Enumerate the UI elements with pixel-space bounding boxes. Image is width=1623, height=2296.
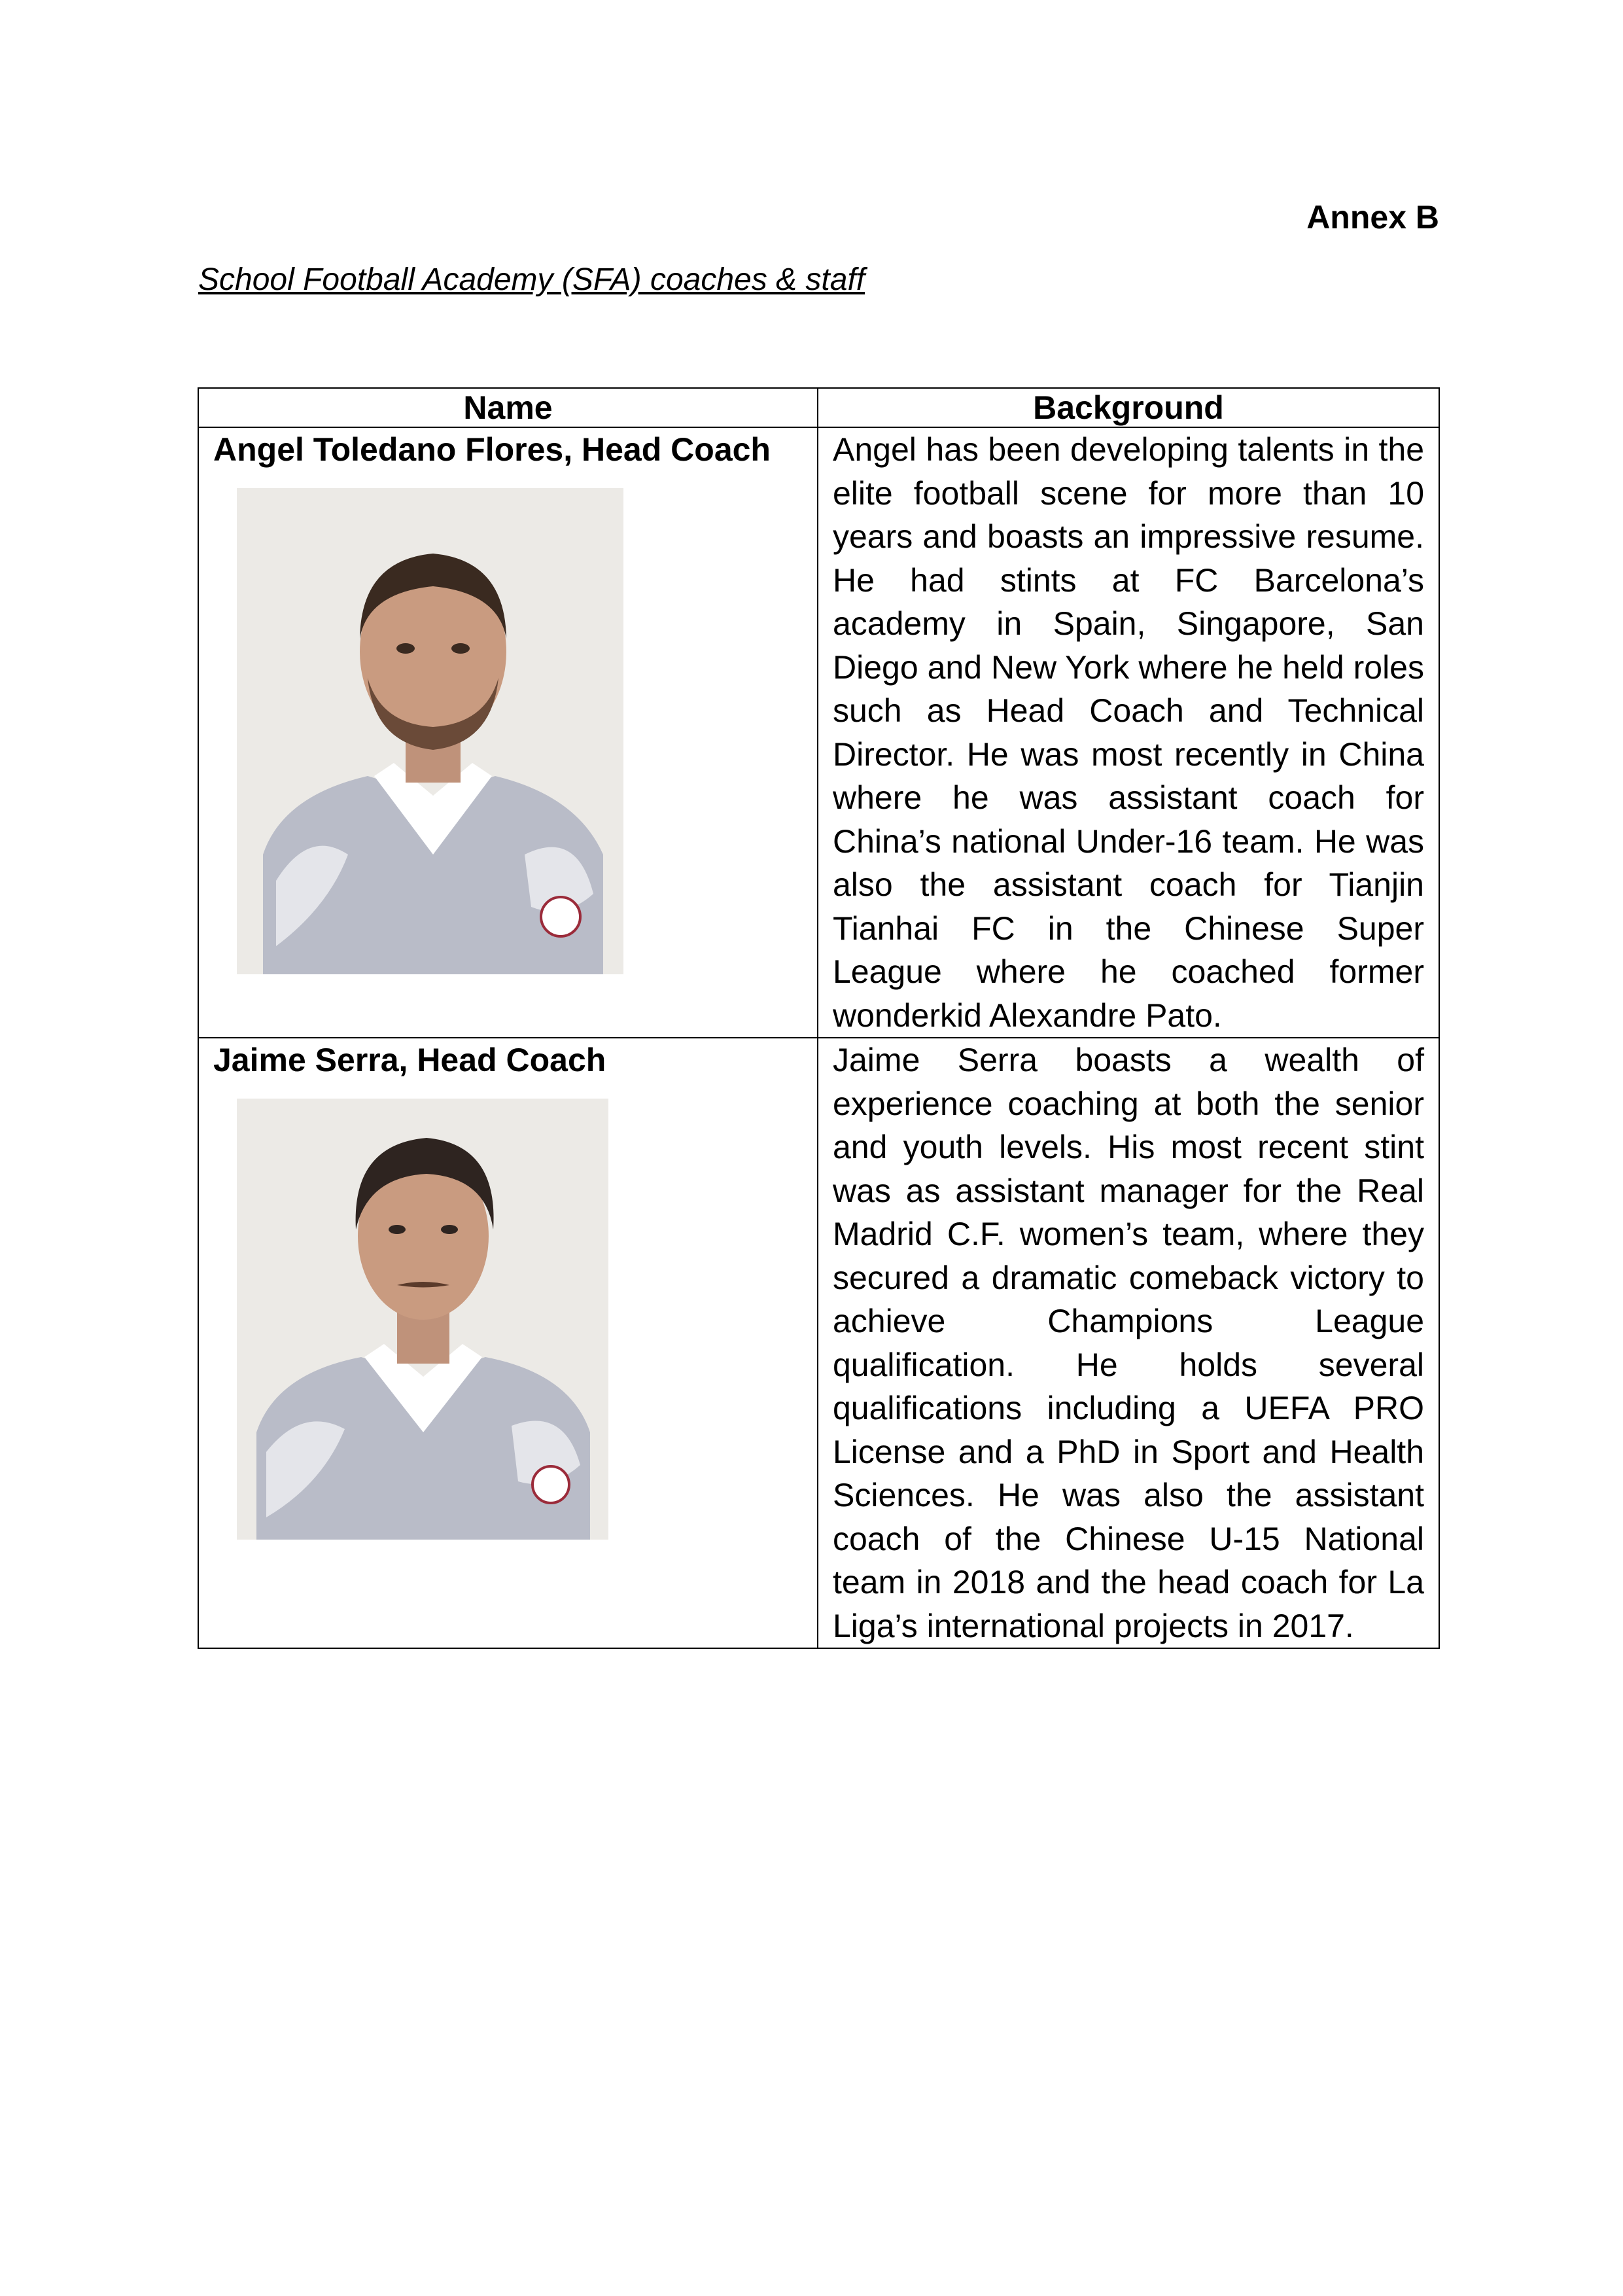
coach-photo	[237, 488, 623, 974]
background-column-header: Background	[818, 388, 1439, 427]
coach-background-cell	[818, 427, 1439, 1038]
table-row	[198, 427, 1439, 1038]
table-header-row	[198, 388, 1439, 427]
coach-background-text: Angel has been developing talents in the elite football scene for more than 10 years and boasts an impressive resume. He had stints at FC Barcelona’s academy in Spain, Singapore, San Diego and New York where he held roles such as Head Coach and Technical Director. He was most recently in China where he was assistant coach for China’s national Under-16 team. He was also the assistant coach for Tianjin Tianhai FC in the Chinese Super League where he coached former wonderkid Alexandre Pato.	[833, 431, 1424, 1034]
coach-photo	[237, 1099, 608, 1540]
coach-name-cell	[198, 1038, 818, 1648]
person-photo-icon	[237, 1099, 608, 1540]
document-title: School Football Academy (SFA) coaches & staff	[198, 262, 865, 297]
annex-label: Annex B	[1306, 199, 1439, 236]
coach-background-cell	[818, 1038, 1439, 1648]
name-column-header: Name	[198, 388, 818, 427]
person-photo-icon	[237, 488, 623, 974]
coach-name-cell	[198, 427, 818, 1038]
coaches-table	[198, 387, 1440, 1649]
table-row	[198, 1038, 1439, 1648]
coach-name: Angel Toledano Flores, Head Coach	[213, 431, 771, 468]
coach-name: Jaime Serra, Head Coach	[213, 1042, 606, 1078]
coach-background-text: Jaime Serra boasts a wealth of experience coaching at both the senior and youth levels. His most recent stint was as assistant manager for the Real Madrid C.F. women’s team, where they secured a dramatic comeback victory to achieve Champions League qualification. He holds several qualifications including a UEFA PRO License and a PhD in Sport and Health Sciences. He was also the assistant coach of the Chinese U-15 National team in 2018 and the head coach for La Liga’s international projects in 2017.	[833, 1042, 1424, 1644]
